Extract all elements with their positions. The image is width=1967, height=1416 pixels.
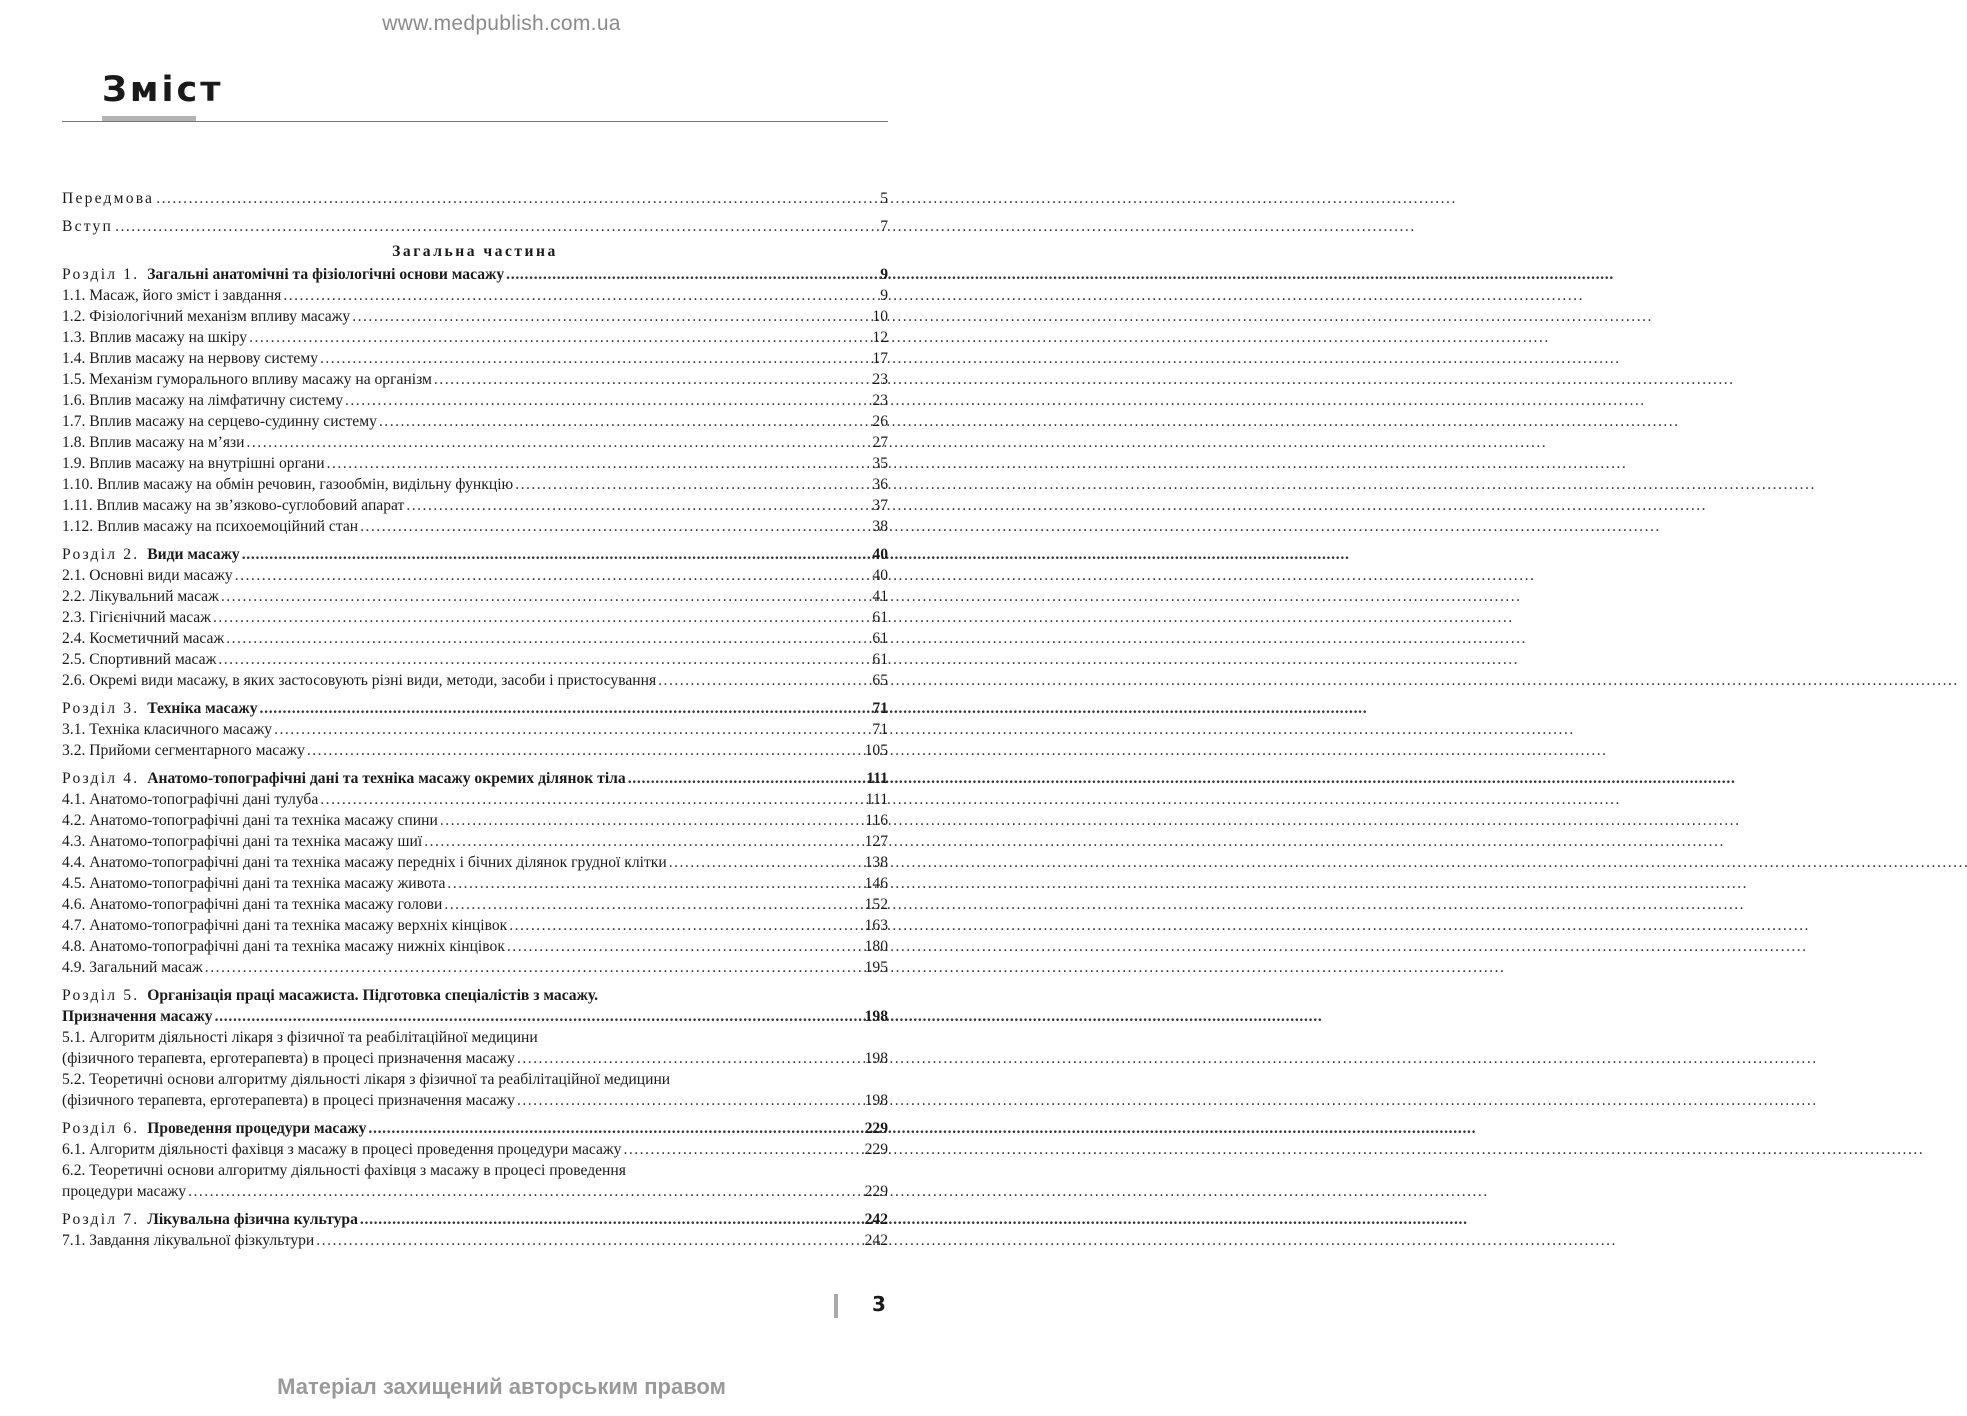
page-ref: 17 <box>872 350 888 367</box>
page-ref: 35 <box>872 455 888 472</box>
page-ref: 41 <box>872 588 888 605</box>
toc-item[interactable]: 4.1. Анатомо-топографічні дані тулуба . . . 111 <box>62 789 888 810</box>
page-ref: 61 <box>872 630 888 647</box>
chapter-label: Розділ 4. <box>62 770 140 787</box>
page-ref: 242 <box>864 1232 888 1249</box>
chapter-4-entry[interactable] <box>62 768 888 789</box>
toc-item[interactable]: процедури масажу . . . 229 <box>62 1181 888 1202</box>
dot-leader <box>360 1209 863 1230</box>
page-title: Зміст <box>102 70 224 110</box>
chapter-title-continued: Призначення масажу <box>62 1008 213 1025</box>
page-ref: 71 <box>872 721 888 738</box>
toc-item[interactable]: 7.1. Завдання лікувальної фізкультури . . . 242 <box>62 1230 888 1251</box>
page-ref: 7 <box>880 218 888 235</box>
dot-leader <box>260 698 871 719</box>
chapter-label: Розділ 3. <box>62 700 140 717</box>
chapter-title: Анатомо-топографічні дані та техніка масажу окремих ділянок тіла <box>147 770 626 787</box>
page-ref: 40 <box>872 567 888 584</box>
page-ref: 36 <box>872 476 888 493</box>
toc-item[interactable]: 3.1. Техніка класичного масажу . . . 71 <box>62 719 888 740</box>
toc-item[interactable]: 4.6. Анатомо-топографічні дані та техніка масажу голови . . . 152 <box>62 894 888 915</box>
page-ref: 198 <box>864 1050 888 1067</box>
page-ref: 61 <box>872 609 888 626</box>
chapter-title: Види масажу <box>147 546 240 563</box>
page-ref: 61 <box>872 651 888 668</box>
page-ref: 65 <box>872 672 888 689</box>
toc-item[interactable]: 2.6. Окремі види масажу, в яких застосовують різні види, методи, засоби і пристосування . . . 65 <box>62 670 888 691</box>
toc-entry-preface[interactable]: Передмова . . . 5 <box>62 188 888 209</box>
page-ref: 26 <box>872 413 888 430</box>
chapter-title: Техніка масажу <box>147 700 258 717</box>
toc-item[interactable]: 1.5. Механізм гуморального впливу масажу на організм . . . 23 <box>62 369 888 390</box>
page-ref: 229 <box>864 1141 888 1158</box>
page-ref: 38 <box>872 518 888 535</box>
page-ref: 5 <box>880 190 888 207</box>
toc-item[interactable]: 4.7. Анатомо-топографічні дані та техніка масажу верхніх кінцівок . . . 163 <box>62 915 888 936</box>
table-of-contents <box>62 188 888 1251</box>
toc-item[interactable]: 1.3. Вплив масажу на шкіру . . . 12 <box>62 327 888 348</box>
toc-item[interactable]: 4.2. Анатомо-топографічні дані та техніка масажу спини . . . 116 <box>62 810 888 831</box>
chapter-5-entry-line2[interactable] <box>62 1006 888 1027</box>
page-ref: 116 <box>865 812 888 829</box>
toc-item[interactable]: 1.12. Вплив масажу на психоемоційний стан . . . 38 <box>62 516 888 537</box>
section-title: Загальна частина <box>392 243 558 260</box>
toc-item[interactable]: 3.2. Прийоми сегментарного масажу . . . 105 <box>62 740 888 761</box>
page-ref: 138 <box>864 854 888 871</box>
chapter-6-entry[interactable] <box>62 1118 888 1139</box>
page-ref: 12 <box>872 329 888 346</box>
chapter-label: Розділ 7. <box>62 1211 140 1228</box>
toc-item[interactable]: 2.3. Гігієнічний масаж . . . 61 <box>62 607 888 628</box>
page-ref: 23 <box>872 392 888 409</box>
page-ref: 9 <box>880 266 888 283</box>
toc-item[interactable]: 2.4. Косметичний масаж . . . 61 <box>62 628 888 649</box>
toc-item[interactable]: 1.10. Вплив масажу на обмін речовин, газообмін, видільну функцію . . . 36 <box>62 474 888 495</box>
chapter-5-entry-line1[interactable] <box>62 985 888 1006</box>
toc-item-line1[interactable]: 5.2. Теоретичні основи алгоритму діяльності лікаря з фізичної та реабілітаційної медицини <box>62 1071 671 1088</box>
page-ref: 180 <box>864 938 888 955</box>
chapter-2-entry[interactable] <box>62 544 888 565</box>
toc-item[interactable]: 4.5. Анатомо-топографічні дані та техніка масажу живота . . . 146 <box>62 873 888 894</box>
toc-item[interactable]: 4.3. Анатомо-топографічні дані та техніка масажу шиї . . . 127 <box>62 831 888 852</box>
copyright-watermark: Матеріал захищений авторським правом <box>277 1374 726 1399</box>
chapter-title: Організація праці масажиста. Підготовка спеціалістів з масажу. <box>147 987 599 1004</box>
page-ref: 198 <box>864 1092 888 1109</box>
chapter-label: Розділ 1. <box>62 266 140 283</box>
page-ref: 71 <box>872 700 888 717</box>
page-ref: 111 <box>865 791 888 808</box>
chapter-label: Розділ 2. <box>62 546 140 563</box>
page-ref: 242 <box>864 1211 888 1228</box>
toc-item[interactable]: 4.9. Загальний масаж . . . 195 <box>62 957 888 978</box>
dot-leader <box>242 544 871 565</box>
chapter-title: Проведення процедури масажу <box>147 1120 367 1137</box>
chapter-3-entry[interactable] <box>62 698 888 719</box>
page-ref: 37 <box>872 497 888 514</box>
toc-item[interactable]: 2.2. Лікувальний масаж . . . 41 <box>62 586 888 607</box>
dot-leader <box>215 1006 863 1027</box>
toc-item[interactable]: 1.1. Масаж, його зміст і завдання . . . 9 <box>62 285 888 306</box>
page-ref: 152 <box>864 896 888 913</box>
chapter-label: Розділ 5. <box>62 987 140 1004</box>
toc-item[interactable]: 1.6. Вплив масажу на лімфатичну систему . . . 23 <box>62 390 888 411</box>
page-ref: 10 <box>872 308 888 325</box>
chapter-title: Лікувальна фізична культура <box>147 1211 358 1228</box>
dot-leader <box>628 768 865 789</box>
toc-item[interactable]: 1.4. Вплив масажу на нервову систему . . . 17 <box>62 348 888 369</box>
page-ref: 127 <box>864 833 888 850</box>
dot-leader <box>368 1118 862 1139</box>
page-ref: 9 <box>880 287 888 304</box>
page-ref: 23 <box>872 371 888 388</box>
dot-leader <box>506 264 878 285</box>
page-ref: 105 <box>864 742 888 759</box>
toc-item[interactable]: 1.2. Фізіологічний механізм впливу масажу . . . 10 <box>62 306 888 327</box>
page-ref: 229 <box>864 1120 888 1137</box>
chapter-7-entry[interactable] <box>62 1209 888 1230</box>
dot-leader <box>115 216 878 237</box>
toc-item[interactable]: (фізичного терапевта, ерготерапевта) в процесі призначення масажу . . . 198 <box>62 1090 888 1111</box>
toc-item[interactable]: 2.5. Спортивний масаж . . . 61 <box>62 649 888 670</box>
page-ref: 229 <box>864 1183 888 1200</box>
toc-item[interactable]: 2.1. Основні види масажу . . . 40 <box>62 565 888 586</box>
page-ref: 111 <box>866 770 888 787</box>
page-number-bar <box>834 1294 838 1318</box>
toc-item[interactable]: (фізичного терапевта, ерготерапевта) в процесі призначення масажу . . . 198 <box>62 1048 888 1069</box>
page-ref: 195 <box>864 959 888 976</box>
toc-item[interactable]: 1.8. Вплив масажу на м’язи . . . 27 <box>62 432 888 453</box>
toc-item[interactable]: 4.4. Анатомо-топографічні дані та техніка масажу передніх і бічних ділянок грудної клітки . . . 138 <box>62 852 888 873</box>
toc-item[interactable]: 1.9. Вплив масажу на внутрішні органи . . . 35 <box>62 453 888 474</box>
chapter-label: Розділ 6. <box>62 1120 140 1137</box>
page-ref: 198 <box>864 1008 888 1025</box>
page-ref: 27 <box>872 434 888 451</box>
toc-item[interactable]: 4.8. Анатомо-топографічні дані та техніка масажу нижніх кінцівок . . . 180 <box>62 936 888 957</box>
toc-item-line1[interactable]: 5.1. Алгоритм діяльності лікаря з фізичної та реабілітаційної медицини <box>62 1029 538 1046</box>
watermark-url: www.medpublish.com.ua <box>382 12 621 35</box>
chapter-title: Загальні анатомічні та фізіологічні основи масажу <box>147 266 505 283</box>
toc-item[interactable]: 1.11. Вплив масажу на зв’язково-суглобовий апарат . . . 37 <box>62 495 888 516</box>
page-ref: 163 <box>864 917 888 934</box>
dot-leader <box>156 188 878 209</box>
toc-item[interactable]: 1.7. Вплив масажу на серцево-судинну систему . . . 26 <box>62 411 888 432</box>
title-rule <box>62 121 888 122</box>
toc-item-line1[interactable]: 6.2. Теоретичні основи алгоритму діяльності фахівця з масажу в процесі проведення <box>62 1162 626 1179</box>
page-ref: 40 <box>872 546 888 563</box>
page-ref: 146 <box>864 875 888 892</box>
toc-entry-introduction[interactable]: Вступ . . . 7 <box>62 216 888 237</box>
page-number: 3 <box>872 1292 886 1316</box>
chapter-1-entry[interactable] <box>62 264 888 285</box>
toc-item[interactable]: 6.1. Алгоритм діяльності фахівця з масажу в процесі проведення процедури масажу . . . 229 <box>62 1139 888 1160</box>
